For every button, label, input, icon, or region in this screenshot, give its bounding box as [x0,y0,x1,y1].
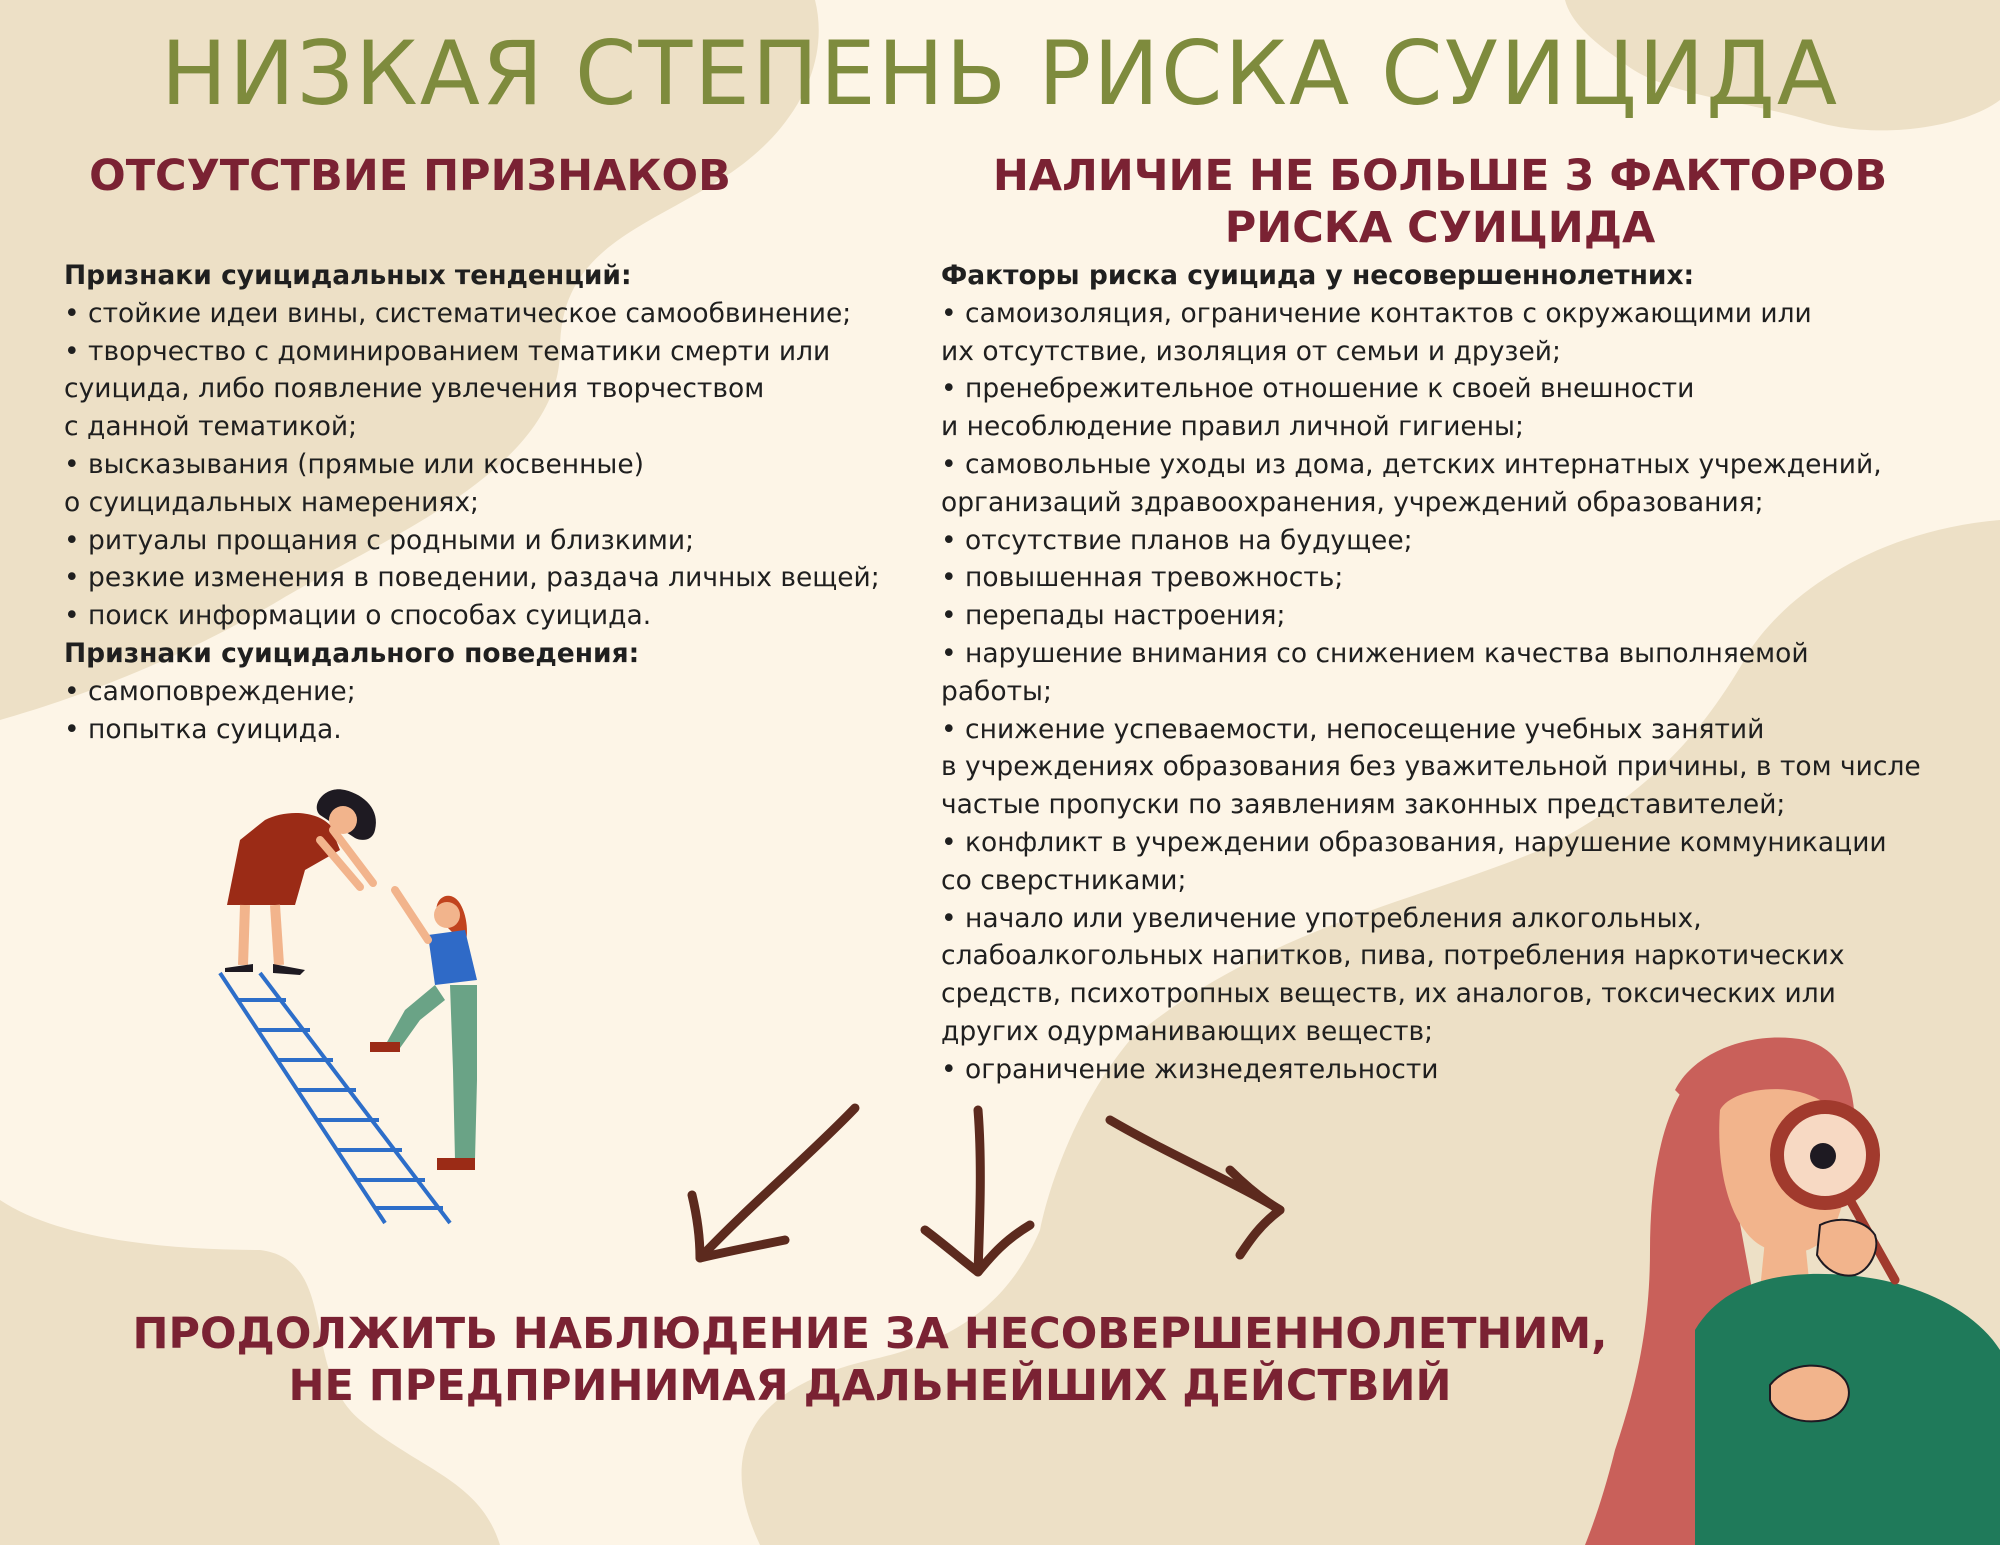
list-line: в учреждениях образования без уважительной причины, в том числе [941,751,1921,783]
list-line: и несоблюдение правил личной гигиены; [941,411,1524,443]
list-line: • конфликт в учреждении образования, нарушение коммуникации [941,826,1887,858]
list-line: со сверстниками; [941,864,1187,896]
list-line: других одурманивающих веществ; [941,1015,1434,1047]
list-line: • поиск информации о способах суицида. [64,600,652,632]
conclusion-text [80,1308,1660,1412]
arrow-down-icon [925,1110,1030,1272]
list-line: суицида, либо появление увлечения творчеством [64,373,765,405]
girl-hand-lower [1770,1366,1849,1422]
list-line: частые пропуски по заявлениям законных представителей; [941,789,1786,821]
list-line: • ограничение жизнедеятельности [941,1053,1439,1085]
conclusion-line: НЕ ПРЕДПРИНИМАЯ ДАЛЬНЕЙШИХ ДЕЙСТВИЙ [288,1361,1452,1411]
list-line: о суицидальных намерениях; [64,486,479,518]
list-line: • попытка суицида. [64,713,342,745]
list-line: • самовольные уходы из дома, детских интернатных учреждений, [941,448,1882,480]
page-title: НИЗКАЯ СТЕПЕНЬ РИСКА СУИЦИДА [160,22,1840,125]
list-line: • стойкие идеи вины, систематическое самообвинение; [64,297,852,329]
list-line: • творчество с доминированием тематики смерти или [64,335,831,367]
arrow-down-left-icon [692,1108,855,1258]
list-line: • начало или увеличение употребления алкогольных, [941,902,1702,934]
right-heading-line: НАЛИЧИЕ НЕ БОЛЬШЕ 3 ФАКТОРОВ [992,151,1888,201]
girl-hand-holding [1817,1220,1876,1276]
list-subheading: Признаки суицидальных тенденций: [64,260,632,291]
girl-with-magnifier-illustration [1555,1030,2000,1545]
list-line: • пренебрежительное отношение к своей внешности [941,373,1695,405]
list-line: слабоалкогольных напитков, пива, потребления наркотических [941,940,1845,972]
list-line: • снижение успеваемости, непосещение учебных занятий [941,713,1765,745]
girl-sweater [1695,1274,2000,1545]
left-column-heading: ОТСУТСТВИЕ ПРИЗНАКОВ [89,151,731,201]
arrows-group [680,1100,1310,1280]
list-line: • высказывания (прямые или косвенные) [64,448,644,480]
list-line: • отсутствие планов на будущее; [941,524,1413,556]
list-line: • ритуалы прощания с родными и близкими; [64,524,695,556]
conclusion-line: ПРОДОЛЖИТЬ НАБЛЮДЕНИЕ ЗА НЕСОВЕРШЕННОЛЕТНИМ, [132,1309,1608,1359]
list-subheading: Факторы риска суицида у несовершеннолетних: [941,260,1695,291]
woman-helping [225,789,376,975]
list-subheading: Признаки суицидального поведения: [64,637,640,669]
list-line: • перепады настроения; [941,600,1286,632]
list-line: организаций здравоохранения, учреждений образования; [941,486,1764,518]
list-line: • резкие изменения в поведении, раздача личных вещей; [64,562,880,594]
risk-factors-list [941,257,1921,1089]
list-line: с данной тематикой; [64,411,358,443]
right-heading-line: РИСКА СУИЦИДА [1224,203,1656,253]
suicide-signs-list [64,257,880,748]
list-line: • самоповреждение; [64,675,356,707]
list-line: средств, психотропных веществ, их аналогов, токсических или [941,978,1836,1010]
arrow-down-right-icon [1110,1120,1280,1255]
list-line: работы; [941,675,1052,707]
right-column-heading [900,150,1980,254]
list-line: • самоизоляция, ограничение контактов с окружающими или [941,297,1812,329]
list-line: их отсутствие, изоляция от семьи и друзей; [941,335,1561,367]
list-line: • нарушение внимания со снижением качества выполняемой [941,637,1809,669]
list-line: • повышенная тревожность; [941,562,1344,594]
girl-climbing [370,890,477,1170]
ladder-helping-illustration [215,780,595,1240]
